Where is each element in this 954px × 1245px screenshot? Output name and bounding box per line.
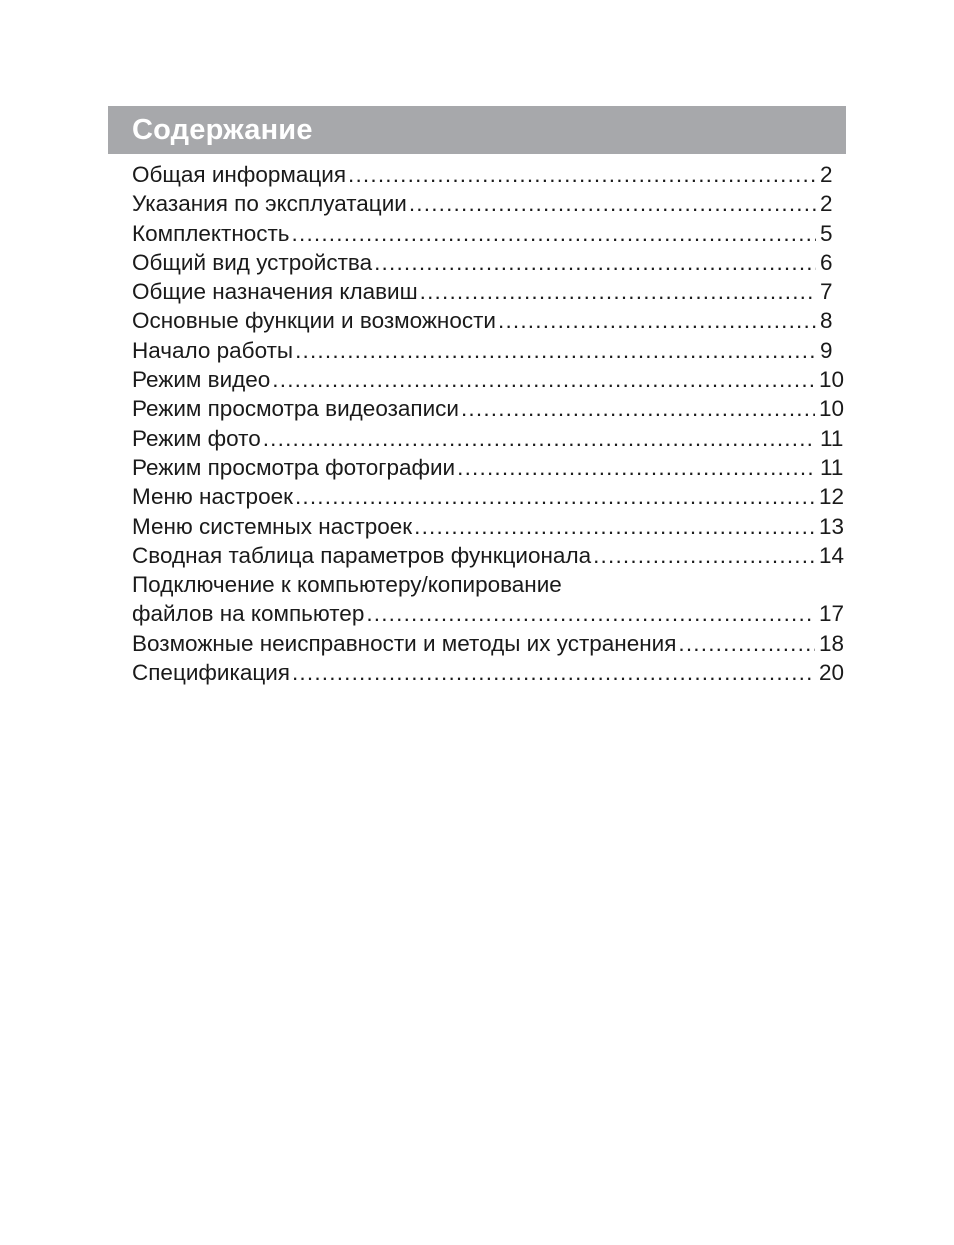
- dot-leader: [295, 482, 815, 511]
- contents-title: Содержание: [132, 113, 313, 146]
- toc-entry-page: 2: [820, 191, 833, 217]
- dot-leader: [409, 189, 816, 218]
- toc-entry-page: 20: [818, 660, 844, 686]
- toc-entry-page: 5: [820, 220, 833, 246]
- dot-leader: [366, 599, 815, 628]
- dot-leader: [292, 219, 816, 248]
- toc-entry-title: Комплектность: [132, 220, 290, 246]
- toc-entry[interactable]: [132, 394, 844, 423]
- toc-entry-title: Меню системных настроек: [132, 513, 413, 539]
- toc-entry-title: Меню настроек: [132, 484, 293, 510]
- toc-entry-title: Сводная таблица параметров функционала: [132, 542, 592, 568]
- dot-leader: [272, 365, 815, 394]
- table-of-contents: [132, 160, 844, 687]
- toc-entry[interactable]: [132, 365, 844, 394]
- toc-entry[interactable]: [132, 453, 844, 482]
- toc-entry-title: Спецификация: [132, 660, 290, 686]
- dot-leader: [593, 541, 815, 570]
- toc-entry[interactable]: [132, 306, 844, 335]
- toc-entry-title: Общие назначения клавиш: [132, 279, 418, 305]
- dot-leader: [292, 658, 815, 687]
- toc-entry[interactable]: [132, 424, 844, 453]
- toc-entry[interactable]: [132, 248, 844, 277]
- toc-entry-page: 14: [818, 542, 844, 568]
- toc-entry-page: 12: [818, 484, 844, 510]
- toc-entry[interactable]: [132, 658, 844, 687]
- toc-entry[interactable]: [132, 629, 844, 658]
- toc-entry-page: 9: [820, 337, 833, 363]
- toc-entry-title: Режим фото: [132, 425, 261, 451]
- toc-entry-title: Указания по эксплуатации: [132, 191, 407, 217]
- dot-leader: [420, 277, 816, 306]
- toc-entry[interactable]: [132, 336, 844, 365]
- toc-entry-page: 17: [818, 601, 844, 627]
- toc-entry-title: Режим видео: [132, 367, 271, 393]
- toc-entry-title: Общая информация: [132, 162, 347, 187]
- dot-leader: [374, 248, 816, 277]
- toc-entry-title: Основные функции и возможности: [132, 308, 496, 334]
- toc-entry-page: 8: [820, 308, 833, 334]
- toc-entry[interactable]: [132, 512, 844, 541]
- dot-leader: [414, 512, 815, 541]
- toc-entry-title: Режим просмотра видеозаписи: [132, 396, 459, 422]
- toc-entry-title: Начало работы: [132, 337, 294, 363]
- toc-entry-title: Возможные неисправности и методы их устранения: [132, 630, 677, 656]
- dot-leader: [678, 629, 815, 658]
- toc-entry[interactable]: [132, 160, 844, 189]
- toc-entry-page: 10: [818, 367, 844, 393]
- dot-leader: [461, 394, 815, 423]
- toc-entry-page: 10: [818, 396, 844, 422]
- toc-entry-title-line1: Подключение к компьютеру/копирование: [132, 572, 562, 598]
- toc-entry-page: 11: [820, 425, 844, 451]
- toc-entry[interactable]: [132, 570, 844, 629]
- dot-leader: [348, 160, 816, 189]
- toc-entry[interactable]: [132, 482, 844, 511]
- toc-entry-page: 2: [820, 162, 833, 187]
- contents-header: [108, 106, 846, 154]
- toc-entry[interactable]: [132, 219, 844, 248]
- toc-entry-title: файлов на компьютер: [132, 601, 365, 627]
- dot-leader: [295, 336, 816, 365]
- toc-entry-title: Режим просмотра фотографии: [132, 454, 456, 480]
- toc-entry-page: 13: [818, 513, 844, 539]
- toc-entry[interactable]: [132, 541, 844, 570]
- toc-entry[interactable]: [132, 277, 844, 306]
- toc-entry-page: 18: [818, 630, 844, 656]
- toc-entry-title: Общий вид устройства: [132, 249, 373, 275]
- dot-leader: [498, 306, 816, 335]
- toc-entry-page: 6: [820, 249, 833, 275]
- toc-entry-page: 7: [820, 279, 833, 305]
- toc-entry-page: 11: [820, 454, 844, 480]
- toc-entry[interactable]: [132, 189, 844, 218]
- dot-leader: [263, 424, 816, 453]
- dot-leader: [457, 453, 816, 482]
